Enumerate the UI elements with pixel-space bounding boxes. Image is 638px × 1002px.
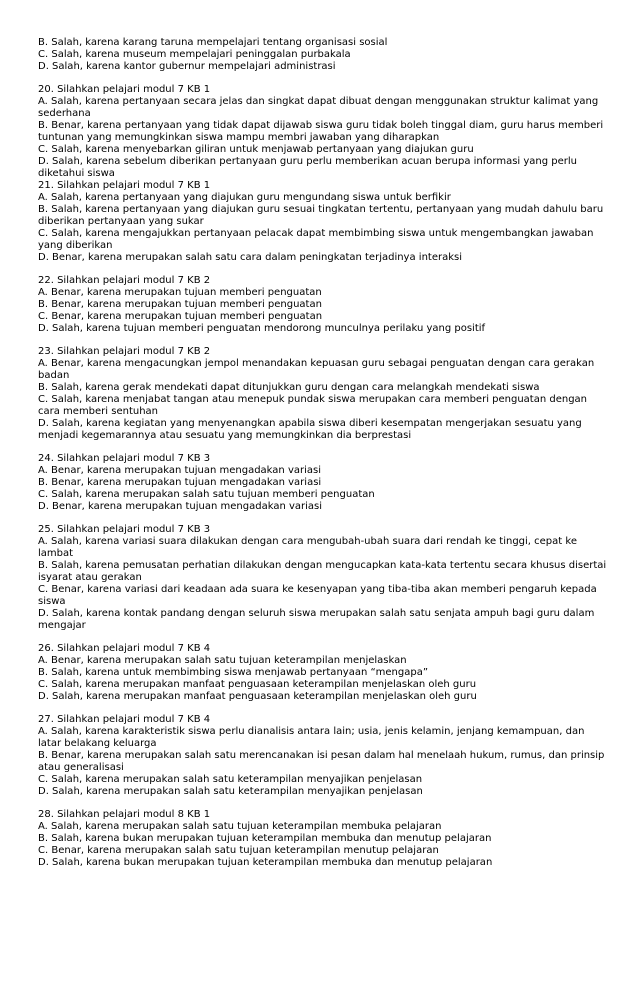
answer-option: B. Benar, karena merupakan tujuan memberi penguatan bbox=[38, 299, 322, 310]
answer-option: A. Benar, karena merupakan salah satu tujuan keterampilan menjelaskan bbox=[38, 655, 407, 666]
continued-answer-block bbox=[38, 37, 608, 73]
answer-option: A. Benar, karena merupakan tujuan memberi penguatan bbox=[38, 287, 322, 298]
answer-option: B. Salah, karena karang taruna mempelajari tentang organisasi sosial bbox=[38, 37, 388, 48]
question-heading: 24. Silahkan pelajari modul 7 KB 3 bbox=[38, 453, 211, 464]
answer-option: C. Salah, karena menjabat tangan atau menepuk pundak siswa merupakan cara memberi penguatan dengan cara memberi sentuhan bbox=[38, 394, 588, 417]
question-block bbox=[38, 275, 608, 335]
answer-option: B. Salah, karena untuk membimbing siswa menjawab pertanyaan “mengapa” bbox=[38, 667, 429, 678]
question-block bbox=[38, 84, 608, 180]
block-spacer bbox=[38, 513, 608, 524]
question-heading: 26. Silahkan pelajari modul 7 KB 4 bbox=[38, 643, 211, 654]
answer-option: B. Benar, karena pertanyaan yang tidak dapat dijawab siswa guru tidak boleh tinggal diam, guru harus memberi tuntunan yang memungkinkan siswa mampu membri jawaban yang diharapkan bbox=[38, 120, 604, 143]
answer-option: D. Salah, karena kegiatan yang menyenangkan apabila siswa diberi kesempatan mengerjakan sesuatu yang menjadi kegemarannya atau sesuatu yang memungkinkan dia berprestasi bbox=[38, 418, 582, 441]
answer-option: A. Benar, karena mengacungkan jempol menandakan kepuasan guru sebagai penguatan dengan cara gerakan badan bbox=[38, 358, 595, 381]
answer-option: C. Benar, karena merupakan tujuan memberi penguatan bbox=[38, 311, 323, 322]
answer-option: A. Salah, karena pertanyaan secara jelas dan singkat dapat dibuat dengan menggunakan struktur kalimat yang sederhana bbox=[38, 96, 599, 119]
question-heading: 20. Silahkan pelajari modul 7 KB 1 bbox=[38, 84, 211, 95]
question-heading: 22. Silahkan pelajari modul 7 KB 2 bbox=[38, 275, 211, 286]
answer-option: D. Salah, karena kantor gubernur mempelajari administrasi bbox=[38, 61, 336, 72]
answer-option: C. Salah, karena merupakan salah satu keterampilan menyajikan penjelasan bbox=[38, 774, 423, 785]
answer-option: C. Salah, karena merupakan manfaat penguasaan keterampilan menjelaskan oleh guru bbox=[38, 679, 477, 690]
answer-option: B. Salah, karena gerak mendekati dapat ditunjukkan guru dengan cara melangkah mendekati siswa bbox=[38, 382, 540, 393]
answer-option: C. Benar, karena merupakan salah satu tujuan keterampilan menutup pelajaran bbox=[38, 845, 439, 856]
block-spacer bbox=[38, 703, 608, 714]
answer-option: D. Salah, karena merupakan salah satu keterampilan menyajikan penjelasan bbox=[38, 786, 423, 797]
question-heading: 28. Silahkan pelajari modul 8 KB 1 bbox=[38, 809, 211, 820]
answer-option: D. Benar, karena merupakan salah satu cara dalam peningkatan terjadinya interaksi bbox=[38, 252, 462, 263]
question-block bbox=[38, 180, 608, 264]
question-heading: 27. Silahkan pelajari modul 7 KB 4 bbox=[38, 714, 211, 725]
answer-option: B. Salah, karena bukan merupakan tujuan keterampilan membuka dan menutup pelajaran bbox=[38, 833, 492, 844]
question-block bbox=[38, 346, 608, 442]
answer-option: D. Salah, karena bukan merupakan tujuan keterampilan membuka dan menutup pelajaran bbox=[38, 857, 493, 868]
answer-option: C. Benar, karena variasi dari keadaan ada suara ke kesenyapan yang tiba-tiba akan memberi pengaruh kepada siswa bbox=[38, 584, 597, 607]
answer-option: C. Salah, karena merupakan salah satu tujuan memberi penguatan bbox=[38, 489, 375, 500]
answer-option: B. Salah, karena pertanyaan yang diajukan guru sesuai tingkatan tertentu, pertanyaan yang mudah dahulu baru diberikan pertanyaan yang sukar bbox=[38, 204, 604, 227]
block-spacer bbox=[38, 335, 608, 346]
question-heading: 23. Silahkan pelajari modul 7 KB 2 bbox=[38, 346, 211, 357]
block-spacer bbox=[38, 442, 608, 453]
answer-option: D. Benar, karena merupakan tujuan mengadakan variasi bbox=[38, 501, 323, 512]
answer-option: B. Benar, karena merupakan salah satu merencanakan isi pesan dalam hal menelaah hukum, rumus, dan prinsip atau generalisasi bbox=[38, 750, 605, 773]
block-spacer bbox=[38, 264, 608, 275]
question-block bbox=[38, 714, 608, 798]
answer-option: C. Salah, karena museum mempelajari peninggalan purbakala bbox=[38, 49, 351, 60]
answer-key-content bbox=[38, 37, 608, 869]
answer-option: A. Salah, karena karakteristik siswa perlu dianalisis antara lain; usia, jenis kelamin, jenjang kemampuan, dan latar belakang keluarga bbox=[38, 726, 585, 749]
answer-option: D. Salah, karena tujuan memberi penguatan mendorong munculnya perilaku yang positif bbox=[38, 323, 486, 334]
question-heading: 25. Silahkan pelajari modul 7 KB 3 bbox=[38, 524, 211, 535]
answer-option: A. Benar, karena merupakan tujuan mengadakan variasi bbox=[38, 465, 321, 476]
answer-option: A. Salah, karena pertanyaan yang diajukan guru mengundang siswa untuk berfikir bbox=[38, 192, 451, 203]
answer-option: D. Salah, karena kontak pandang dengan seluruh siswa merupakan salah satu senjata ampuh bagi guru dalam mengajar bbox=[38, 608, 595, 631]
question-block bbox=[38, 524, 608, 632]
question-heading: 21. Silahkan pelajari modul 7 KB 1 bbox=[38, 180, 211, 191]
block-spacer bbox=[38, 632, 608, 643]
question-block bbox=[38, 643, 608, 703]
question-block bbox=[38, 453, 608, 513]
answer-option: B. Benar, karena merupakan tujuan mengadakan variasi bbox=[38, 477, 322, 488]
answer-option: C. Salah, karena menyebarkan giliran untuk menjawab pertanyaan yang diajukan guru bbox=[38, 144, 474, 155]
answer-option: C. Salah, karena mengajukkan pertanyaan pelacak dapat membimbing siswa untuk mengembangkan jawaban yang diberikan bbox=[38, 228, 594, 251]
answer-option: A. Salah, karena merupakan salah satu tujuan keterampilan membuka pelajaran bbox=[38, 821, 442, 832]
answer-option: D. Salah, karena merupakan manfaat penguasaan keterampilan menjelaskan oleh guru bbox=[38, 691, 477, 702]
answer-option: D. Salah, karena sebelum diberikan pertanyaan guru perlu memberikan acuan berupa informasi yang perlu diketahui siswa bbox=[38, 156, 578, 179]
answer-option: B. Salah, karena pemusatan perhatian dilakukan dengan mengucapkan kata-kata tertentu secara khusus disertai isyarat atau gerakan bbox=[38, 560, 607, 583]
block-spacer bbox=[38, 73, 608, 84]
answer-option: A. Salah, karena variasi suara dilakukan dengan cara mengubah-ubah suara dari rendah ke tinggi, cepat ke lambat bbox=[38, 536, 577, 559]
question-block bbox=[38, 809, 608, 869]
block-spacer bbox=[38, 798, 608, 809]
